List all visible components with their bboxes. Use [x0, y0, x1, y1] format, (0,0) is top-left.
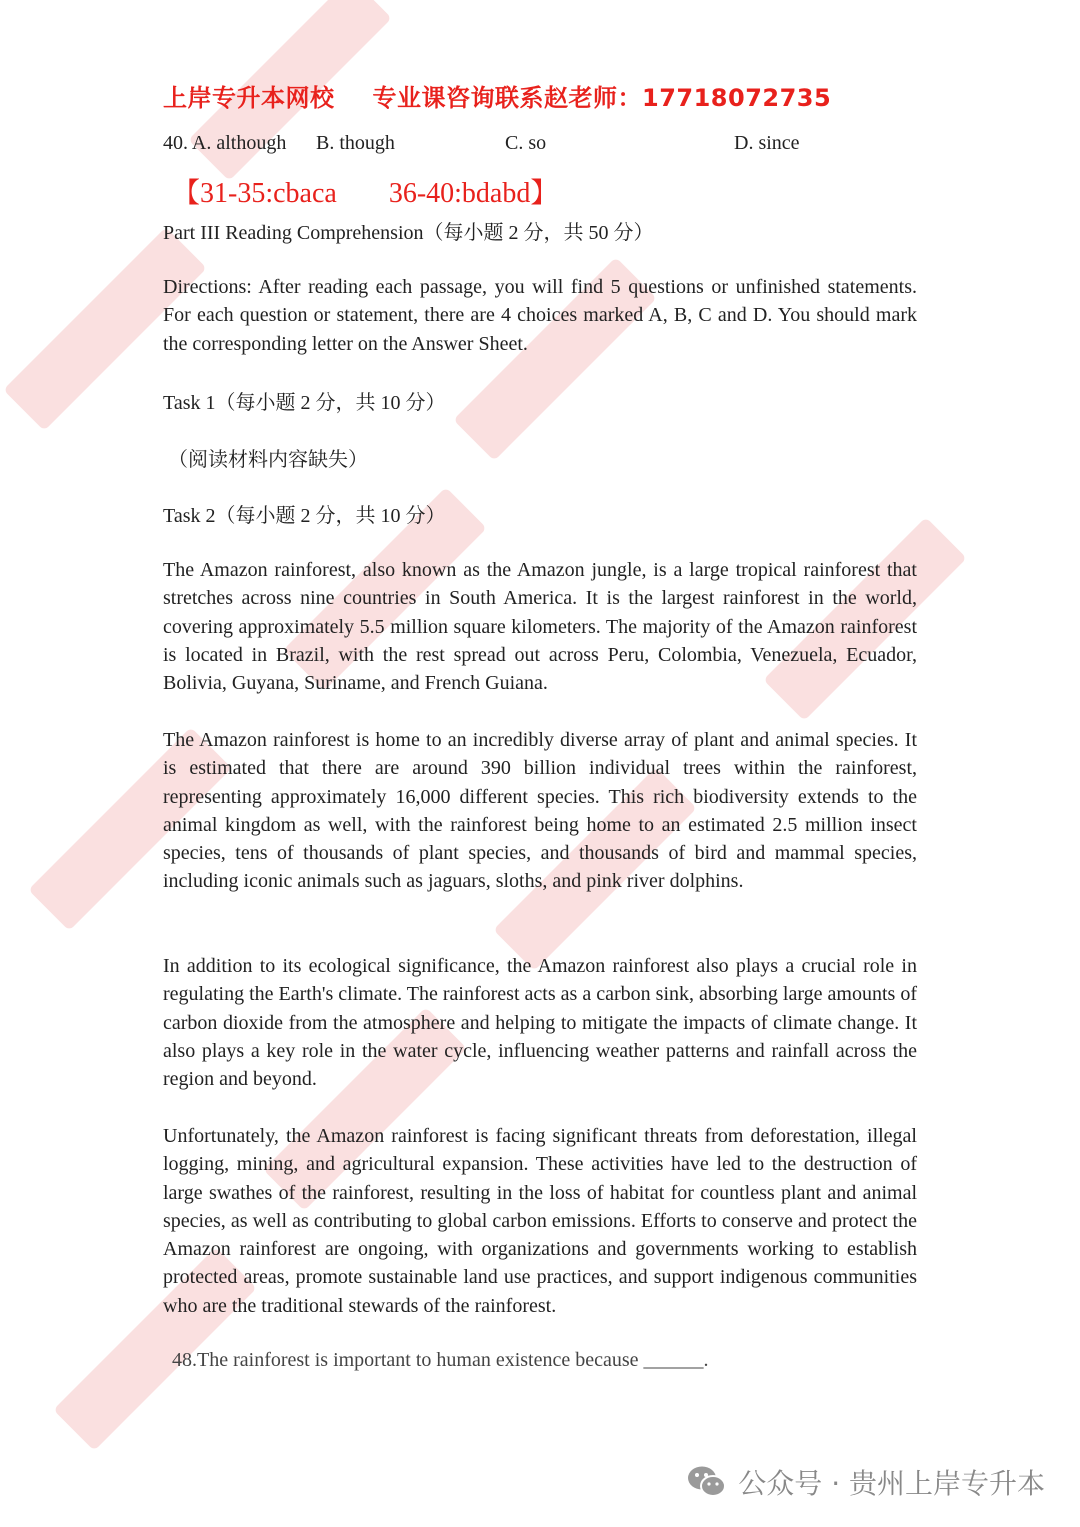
option-a: 40. A. although	[163, 132, 287, 154]
question-48: 48.The rainforest is important to human existence because ______.	[172, 1349, 709, 1371]
school-name: 上岸专升本网校	[163, 84, 335, 112]
option-c: C. so	[505, 132, 547, 154]
wechat-icon	[686, 1464, 728, 1500]
answer-key-36-40: 36-40:bdabd】	[388, 178, 559, 209]
task1-missing-note: （阅读材料内容缺失）	[168, 449, 368, 471]
passage-paragraph-1: The Amazon rainforest, also known as the Amazon jungle, is a large tropical rainforest that stretches across nine countries in South America. It is the largest rainforest in the world, covering approximately 5.5 million square kilometers. The majority of the Amazon rainforest is located in Brazil, with the rest spread out across Peru, Colombia, Venezuela, Ecuador, Bolivia, Guyana, Suriname, and French Guiana.	[163, 559, 917, 695]
passage-paragraph-4: Unfortunately, the Amazon rainforest is facing significant threats from deforestation, illegal logging, mining, and agricultural expansion. These activities have led to the destruction of large swathes of the rainforest, resulting in the loss of habitat for countless plant and animal species, as well as contributing to global carbon emissions. Efforts to conserve and protect the Amazon rainforest are ongoing, with organizations and governments working to establish protected areas, promote sustainable land use practices, and support indigenous communities who are the traditional stewards of the rainforest.	[163, 1125, 917, 1317]
passage-paragraph-3: In addition to its ecological significance, the Amazon rainforest also plays a crucial role in regulating the Earth's climate. The rainforest acts as a carbon sink, absorbing large amounts of carbon dioxide from the atmosphere and helping to mitigate the impacts of climate change. It also plays a key role in the water cycle, influencing weather patterns and rainfall across the region and beyond.	[163, 955, 917, 1091]
passage-paragraph-2: The Amazon rainforest is home to an incredibly diverse array of plant and animal species. It is estimated that there are around 390 billion individual trees within the rainforest, representing approximately 16,000 different species. This rich biodiversity extends to the animal kingdom as well, with the rainforest being home to an estimated 2.5 million insect species, tens of thousands of plant species, and thousands of bird and mammal species, including iconic animals such as jaguars, sloths, and pink river dolphins.	[163, 729, 917, 893]
contact-phone: 17718072735	[642, 84, 832, 112]
answer-key	[172, 171, 558, 211]
option-d: D. since	[734, 132, 800, 154]
contact-label: 专业课咨询联系赵老师：	[372, 84, 642, 112]
directions-paragraph: Directions: After reading each passage, you will find 5 questions or unfinished statements. For each question or statement, there are 4 choices marked A, B, C and D. You should mark the corresponding letter on the Answer Sheet.	[163, 276, 917, 355]
answer-key-31-35: 【31-35:cbaca	[172, 178, 337, 209]
part3-title: Part III Reading Comprehension（每小题 2 分，共 50 分）	[163, 222, 654, 244]
option-b: B. though	[316, 132, 395, 154]
footer-watermark	[686, 1462, 1045, 1502]
question-40-options	[163, 132, 923, 160]
task2-title: Task 2（每小题 2 分，共 10 分）	[163, 505, 446, 527]
task1-title: Task 1（每小题 2 分，共 10 分）	[163, 392, 446, 414]
footer-text: 公众号 · 贵州上岸专升本	[738, 1467, 1045, 1500]
page-header	[163, 78, 831, 113]
